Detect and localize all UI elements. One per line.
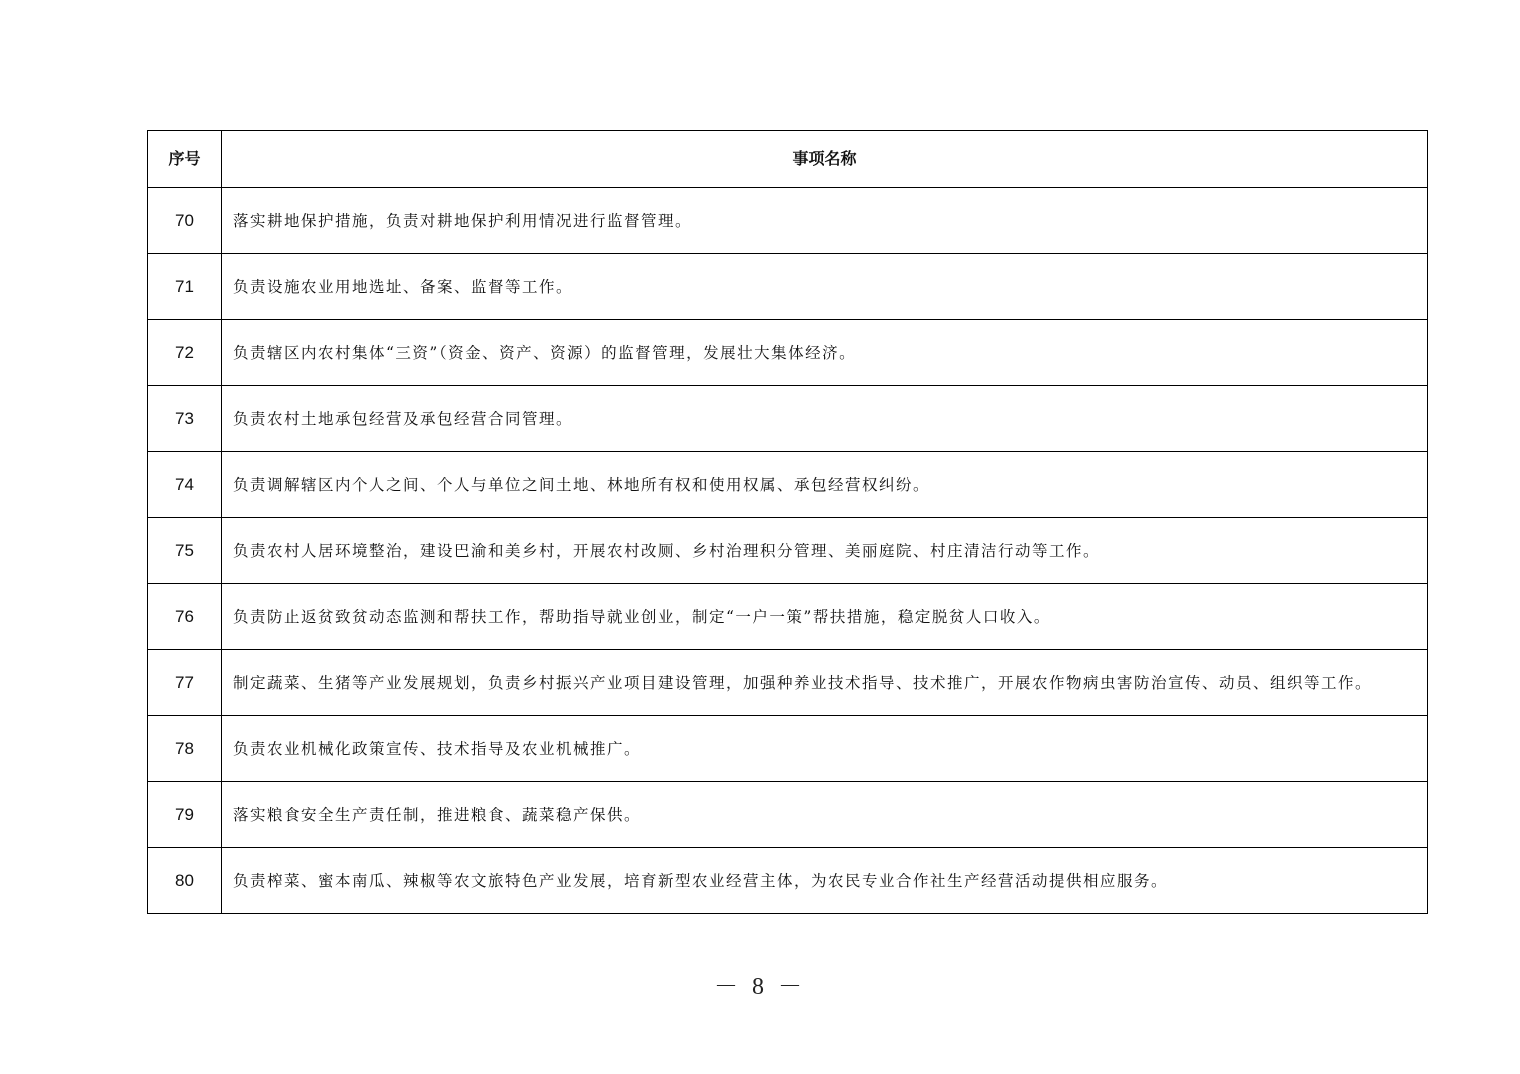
row-serial-number: 70 bbox=[148, 188, 222, 254]
table-row bbox=[148, 254, 1428, 320]
table-row bbox=[148, 452, 1428, 518]
row-item-name: 负责防止返贫致贫动态监测和帮扶工作，帮助指导就业创业，制定“一户一策”帮扶措施，稳定脱贫人口收入。 bbox=[222, 584, 1428, 650]
table-row bbox=[148, 320, 1428, 386]
row-item-name: 制定蔬菜、生猪等产业发展规划，负责乡村振兴产业项目建设管理，加强种养业技术指导、技术推广，开展农作物病虫害防治宣传、动员、组织等工作。 bbox=[222, 650, 1428, 716]
row-serial-number: 71 bbox=[148, 254, 222, 320]
table-row bbox=[148, 782, 1428, 848]
table-body bbox=[148, 188, 1428, 914]
row-serial-number: 72 bbox=[148, 320, 222, 386]
page-number: － 8 － bbox=[714, 974, 806, 1000]
table-row bbox=[148, 518, 1428, 584]
table-row bbox=[148, 386, 1428, 452]
row-serial-number: 80 bbox=[148, 848, 222, 914]
row-item-name: 负责辖区内农村集体“三资”（资金、资产、资源）的监督管理，发展壮大集体经济。 bbox=[222, 320, 1428, 386]
row-item-name: 负责农村土地承包经营及承包经营合同管理。 bbox=[222, 386, 1428, 452]
row-item-name: 负责农业机械化政策宣传、技术指导及农业机械推广。 bbox=[222, 716, 1428, 782]
row-item-name: 落实耕地保护措施，负责对耕地保护利用情况进行监督管理。 bbox=[222, 188, 1428, 254]
duty-table bbox=[147, 130, 1428, 914]
row-serial-number: 77 bbox=[148, 650, 222, 716]
row-serial-number: 75 bbox=[148, 518, 222, 584]
row-item-name: 负责农村人居环境整治，建设巴渝和美乡村，开展农村改厕、乡村治理积分管理、美丽庭院、村庄清洁行动等工作。 bbox=[222, 518, 1428, 584]
header-serial-number: 序号 bbox=[148, 131, 222, 188]
row-serial-number: 73 bbox=[148, 386, 222, 452]
table-row bbox=[148, 848, 1428, 914]
row-item-name: 负责设施农业用地选址、备案、监督等工作。 bbox=[222, 254, 1428, 320]
table-row bbox=[148, 650, 1428, 716]
row-serial-number: 79 bbox=[148, 782, 222, 848]
row-serial-number: 74 bbox=[148, 452, 222, 518]
header-item-name: 事项名称 bbox=[222, 131, 1428, 188]
row-item-name: 落实粮食安全生产责任制，推进粮食、蔬菜稳产保供。 bbox=[222, 782, 1428, 848]
table-header-row bbox=[148, 131, 1428, 188]
row-serial-number: 76 bbox=[148, 584, 222, 650]
table-row bbox=[148, 716, 1428, 782]
table-row bbox=[148, 188, 1428, 254]
row-item-name: 负责榨菜、蜜本南瓜、辣椒等农文旅特色产业发展，培育新型农业经营主体，为农民专业合作社生产经营活动提供相应服务。 bbox=[222, 848, 1428, 914]
row-item-name: 负责调解辖区内个人之间、个人与单位之间土地、林地所有权和使用权属、承包经营权纠纷。 bbox=[222, 452, 1428, 518]
table-row bbox=[148, 584, 1428, 650]
row-serial-number: 78 bbox=[148, 716, 222, 782]
